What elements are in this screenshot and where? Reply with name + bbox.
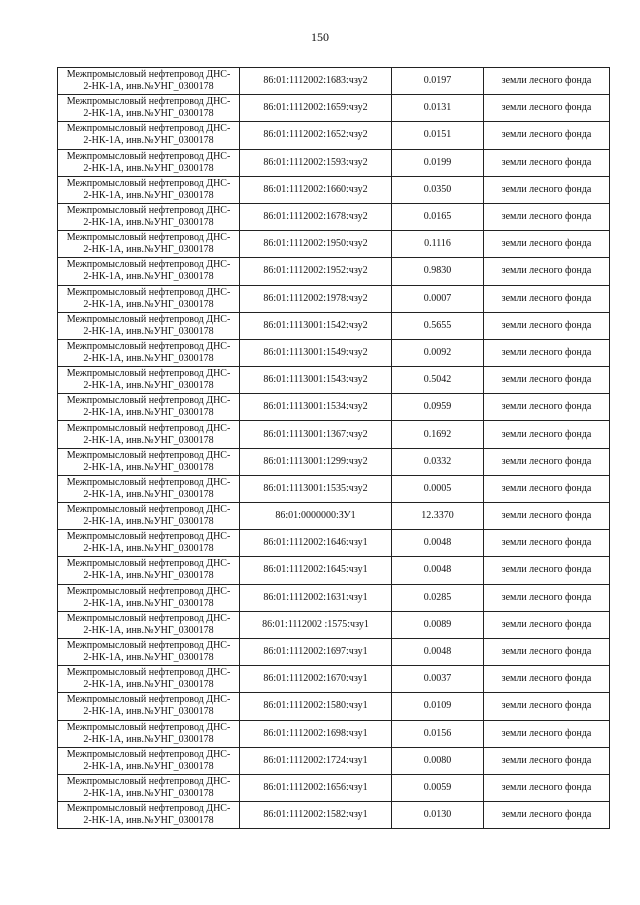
land-category-cell: земли лесного фонда: [484, 611, 610, 638]
area-cell: 0.0109: [392, 693, 484, 720]
cadastral-number-cell: 86:01:1112002:1697:чзу1: [240, 638, 392, 665]
object-name-line-2: 2-НК-1А, инв.№УНГ_0300178: [83, 298, 214, 310]
object-name-cell: [58, 122, 240, 149]
area-cell: 0.0048: [392, 530, 484, 557]
object-name-cell: [58, 394, 240, 421]
cadastral-number-cell: 86:01:1112002:1678:чзу2: [240, 203, 392, 230]
table-row: [58, 258, 610, 285]
cadastral-number-cell: 86:01:0000000:ЗУ1: [240, 503, 392, 530]
object-name-line-1: Межпромысловый нефтепровод ДНС-: [66, 69, 231, 81]
object-name-line-2: 2-НК-1А, инв.№УНГ_0300178: [83, 244, 214, 256]
area-cell: 0.1116: [392, 231, 484, 258]
object-name-line-1: Межпромысловый нефтепровод ДНС-: [66, 96, 231, 108]
land-category-cell: земли лесного фонда: [484, 339, 610, 366]
cadastral-number-cell: 86:01:1113001:1549:чзу2: [240, 339, 392, 366]
table-row: [58, 203, 610, 230]
object-name-cell: [58, 176, 240, 203]
object-name-line-2: 2-НК-1А, инв.№УНГ_0300178: [83, 380, 214, 392]
cadastral-number-cell: 86:01:1112002:1646:чзу1: [240, 530, 392, 557]
object-name-cell: [58, 747, 240, 774]
area-cell: 0.0285: [392, 584, 484, 611]
object-name-cell: [58, 421, 240, 448]
area-cell: 0.5655: [392, 312, 484, 339]
land-category-cell: земли лесного фонда: [484, 231, 610, 258]
object-name-line-2: 2-НК-1А, инв.№УНГ_0300178: [83, 815, 214, 827]
area-cell: 0.0089: [392, 611, 484, 638]
table-row: [58, 367, 610, 394]
land-category-cell: земли лесного фонда: [484, 68, 610, 95]
object-name-cell: [58, 285, 240, 312]
area-cell: 0.0092: [392, 339, 484, 366]
area-cell: 0.0197: [392, 68, 484, 95]
object-name-line-2: 2-НК-1А, инв.№УНГ_0300178: [83, 162, 214, 174]
land-category-cell: земли лесного фонда: [484, 95, 610, 122]
object-name-line-2: 2-НК-1А, инв.№УНГ_0300178: [83, 407, 214, 419]
object-name-line-2: 2-НК-1А, инв.№УНГ_0300178: [83, 488, 214, 500]
object-name-line-1: Межпромысловый нефтепровод ДНС-: [66, 340, 231, 352]
land-category-cell: земли лесного фонда: [484, 448, 610, 475]
object-name-cell: [58, 666, 240, 693]
object-name-line-1: Межпромысловый нефтепровод ДНС-: [66, 803, 231, 815]
cadastral-number-cell: 86:01:1113001:1543:чзу2: [240, 367, 392, 394]
area-cell: 0.0131: [392, 95, 484, 122]
table-row: [58, 666, 610, 693]
land-category-cell: земли лесного фонда: [484, 693, 610, 720]
cadastral-number-cell: 86:01:1112002:1631:чзу1: [240, 584, 392, 611]
table-row: [58, 68, 610, 95]
land-category-cell: земли лесного фонда: [484, 747, 610, 774]
table-row: [58, 176, 610, 203]
area-cell: 0.0156: [392, 720, 484, 747]
table-row: [58, 720, 610, 747]
object-name-line-1: Межпромысловый нефтепровод ДНС-: [66, 612, 231, 624]
object-name-cell: [58, 557, 240, 584]
land-category-cell: земли лесного фонда: [484, 203, 610, 230]
cadastral-number-cell: 86:01:1112002:1950:чзу2: [240, 231, 392, 258]
area-cell: 0.0959: [392, 394, 484, 421]
cadastral-number-cell: 86:01:1112002:1724:чзу1: [240, 747, 392, 774]
object-name-line-2: 2-НК-1А, инв.№УНГ_0300178: [83, 760, 214, 772]
object-name-cell: [58, 774, 240, 801]
object-name-cell: [58, 258, 240, 285]
land-category-cell: земли лесного фонда: [484, 530, 610, 557]
land-category-cell: земли лесного фонда: [484, 503, 610, 530]
cadastral-number-cell: 86:01:1112002 :1575:чзу1: [240, 611, 392, 638]
land-category-cell: земли лесного фонда: [484, 421, 610, 448]
area-cell: 12.3370: [392, 503, 484, 530]
object-name-cell: [58, 638, 240, 665]
land-category-cell: земли лесного фонда: [484, 475, 610, 502]
object-name-line-1: Межпромысловый нефтепровод ДНС-: [66, 123, 231, 135]
area-cell: 0.0048: [392, 557, 484, 584]
object-name-cell: [58, 802, 240, 829]
area-cell: 0.0005: [392, 475, 484, 502]
table-row: [58, 95, 610, 122]
area-cell: 0.0007: [392, 285, 484, 312]
object-name-line-2: 2-НК-1А, инв.№УНГ_0300178: [83, 543, 214, 555]
object-name-line-2: 2-НК-1А, инв.№УНГ_0300178: [83, 570, 214, 582]
parcel-table-body: [58, 68, 610, 829]
table-row: [58, 503, 610, 530]
object-name-cell: [58, 231, 240, 258]
land-category-cell: земли лесного фонда: [484, 394, 610, 421]
land-category-cell: земли лесного фонда: [484, 122, 610, 149]
area-cell: 0.0165: [392, 203, 484, 230]
object-name-line-1: Межпромысловый нефтепровод ДНС-: [66, 368, 231, 380]
land-category-cell: земли лесного фонда: [484, 367, 610, 394]
table-row: [58, 557, 610, 584]
cadastral-number-cell: 86:01:1112002:1952:чзу2: [240, 258, 392, 285]
cadastral-number-cell: 86:01:1112002:1652:чзу2: [240, 122, 392, 149]
cadastral-number-cell: 86:01:1113001:1542:чзу2: [240, 312, 392, 339]
cadastral-number-cell: 86:01:1112002:1582:чзу1: [240, 802, 392, 829]
area-cell: 0.0059: [392, 774, 484, 801]
table-row: [58, 638, 610, 665]
cadastral-number-cell: 86:01:1112002:1670:чзу1: [240, 666, 392, 693]
object-name-cell: [58, 312, 240, 339]
object-name-cell: [58, 584, 240, 611]
area-cell: 0.0080: [392, 747, 484, 774]
object-name-line-2: 2-НК-1А, инв.№УНГ_0300178: [83, 189, 214, 201]
object-name-line-2: 2-НК-1А, инв.№УНГ_0300178: [83, 679, 214, 691]
land-category-cell: земли лесного фонда: [484, 802, 610, 829]
object-name-line-2: 2-НК-1А, инв.№УНГ_0300178: [83, 706, 214, 718]
object-name-line-1: Межпромысловый нефтепровод ДНС-: [66, 748, 231, 760]
object-name-line-1: Межпромысловый нефтепровод ДНС-: [66, 531, 231, 543]
object-name-line-1: Межпромысловый нефтепровод ДНС-: [66, 640, 231, 652]
cadastral-number-cell: 86:01:1113001:1534:чзу2: [240, 394, 392, 421]
object-name-line-1: Межпромысловый нефтепровод ДНС-: [66, 667, 231, 679]
area-cell: 0.0151: [392, 122, 484, 149]
object-name-line-2: 2-НК-1А, инв.№УНГ_0300178: [83, 271, 214, 283]
table-row: [58, 394, 610, 421]
table-row: [58, 122, 610, 149]
land-category-cell: земли лесного фонда: [484, 176, 610, 203]
object-name-cell: [58, 475, 240, 502]
table-row: [58, 149, 610, 176]
land-category-cell: земли лесного фонда: [484, 557, 610, 584]
object-name-line-2: 2-НК-1А, инв.№УНГ_0300178: [83, 597, 214, 609]
object-name-cell: [58, 720, 240, 747]
object-name-line-2: 2-НК-1А, инв.№УНГ_0300178: [83, 81, 214, 93]
land-category-cell: земли лесного фонда: [484, 149, 610, 176]
object-name-line-2: 2-НК-1А, инв.№УНГ_0300178: [83, 352, 214, 364]
object-name-line-1: Межпромысловый нефтепровод ДНС-: [66, 775, 231, 787]
object-name-line-2: 2-НК-1А, инв.№УНГ_0300178: [83, 461, 214, 473]
object-name-line-2: 2-НК-1А, инв.№УНГ_0300178: [83, 733, 214, 745]
land-category-cell: земли лесного фонда: [484, 285, 610, 312]
object-name-cell: [58, 68, 240, 95]
object-name-line-1: Межпромысловый нефтепровод ДНС-: [66, 150, 231, 162]
table-row: [58, 312, 610, 339]
object-name-line-1: Межпромысловый нефтепровод ДНС-: [66, 205, 231, 217]
cadastral-number-cell: 86:01:1112002:1656:чзу1: [240, 774, 392, 801]
land-category-cell: земли лесного фонда: [484, 720, 610, 747]
cadastral-number-cell: 86:01:1112002:1659:чзу2: [240, 95, 392, 122]
cadastral-number-cell: 86:01:1113001:1367:чзу2: [240, 421, 392, 448]
land-category-cell: земли лесного фонда: [484, 638, 610, 665]
cadastral-number-cell: 86:01:1112002:1660:чзу2: [240, 176, 392, 203]
object-name-cell: [58, 503, 240, 530]
object-name-cell: [58, 693, 240, 720]
area-cell: 0.9830: [392, 258, 484, 285]
object-name-cell: [58, 339, 240, 366]
object-name-cell: [58, 448, 240, 475]
table-row: [58, 285, 610, 312]
cadastral-number-cell: 86:01:1113001:1299:чзу2: [240, 448, 392, 475]
object-name-line-1: Межпромысловый нефтепровод ДНС-: [66, 476, 231, 488]
object-name-line-2: 2-НК-1А, инв.№УНГ_0300178: [83, 652, 214, 664]
land-category-cell: земли лесного фонда: [484, 584, 610, 611]
page-number: 150: [311, 30, 329, 44]
cadastral-number-cell: 86:01:1112002:1698:чзу1: [240, 720, 392, 747]
cadastral-number-cell: 86:01:1112002:1645:чзу1: [240, 557, 392, 584]
object-name-line-1: Межпромысловый нефтепровод ДНС-: [66, 558, 231, 570]
cadastral-number-cell: 86:01:1112002:1978:чзу2: [240, 285, 392, 312]
object-name-line-1: Межпромысловый нефтепровод ДНС-: [66, 422, 231, 434]
land-category-cell: земли лесного фонда: [484, 258, 610, 285]
object-name-line-1: Межпромысловый нефтепровод ДНС-: [66, 449, 231, 461]
area-cell: 0.0048: [392, 638, 484, 665]
area-cell: 0.0332: [392, 448, 484, 475]
object-name-line-1: Межпромысловый нефтепровод ДНС-: [66, 232, 231, 244]
object-name-cell: [58, 149, 240, 176]
table-row: [58, 747, 610, 774]
table-row: [58, 530, 610, 557]
object-name-line-2: 2-НК-1А, инв.№УНГ_0300178: [83, 787, 214, 799]
land-category-cell: земли лесного фонда: [484, 312, 610, 339]
area-cell: 0.1692: [392, 421, 484, 448]
table-row: [58, 693, 610, 720]
table-row: [58, 774, 610, 801]
table-row: [58, 231, 610, 258]
object-name-line-1: Межпромысловый нефтепровод ДНС-: [66, 395, 231, 407]
object-name-cell: [58, 611, 240, 638]
object-name-line-1: Межпромысловый нефтепровод ДНС-: [66, 313, 231, 325]
table-row: [58, 802, 610, 829]
table-row: [58, 475, 610, 502]
object-name-line-2: 2-НК-1А, инв.№УНГ_0300178: [83, 624, 214, 636]
table-row: [58, 339, 610, 366]
object-name-cell: [58, 95, 240, 122]
cadastral-number-cell: 86:01:1112002:1683:чзу2: [240, 68, 392, 95]
cadastral-number-cell: 86:01:1112002:1593:чзу2: [240, 149, 392, 176]
area-cell: 0.0199: [392, 149, 484, 176]
object-name-line-1: Межпромысловый нефтепровод ДНС-: [66, 585, 231, 597]
area-cell: 0.0350: [392, 176, 484, 203]
object-name-line-1: Межпромысловый нефтепровод ДНС-: [66, 177, 231, 189]
object-name-line-1: Межпромысловый нефтепровод ДНС-: [66, 694, 231, 706]
object-name-line-2: 2-НК-1А, инв.№УНГ_0300178: [83, 434, 214, 446]
object-name-line-1: Межпромысловый нефтепровод ДНС-: [66, 286, 231, 298]
area-cell: 0.5042: [392, 367, 484, 394]
area-cell: 0.0037: [392, 666, 484, 693]
area-cell: 0.0130: [392, 802, 484, 829]
table-row: [58, 611, 610, 638]
cadastral-number-cell: 86:01:1112002:1580:чзу1: [240, 693, 392, 720]
table-row: [58, 421, 610, 448]
object-name-line-2: 2-НК-1А, инв.№УНГ_0300178: [83, 516, 214, 528]
object-name-line-1: Межпромысловый нефтепровод ДНС-: [66, 259, 231, 271]
parcel-table: [57, 67, 610, 829]
cadastral-number-cell: 86:01:1113001:1535:чзу2: [240, 475, 392, 502]
object-name-line-2: 2-НК-1А, инв.№УНГ_0300178: [83, 217, 214, 229]
table-row: [58, 584, 610, 611]
object-name-line-2: 2-НК-1А, инв.№УНГ_0300178: [83, 325, 214, 337]
land-category-cell: земли лесного фонда: [484, 774, 610, 801]
object-name-cell: [58, 530, 240, 557]
object-name-line-1: Межпромысловый нефтепровод ДНС-: [66, 504, 231, 516]
object-name-cell: [58, 367, 240, 394]
table-row: [58, 448, 610, 475]
object-name-cell: [58, 203, 240, 230]
object-name-line-1: Межпромысловый нефтепровод ДНС-: [66, 721, 231, 733]
object-name-line-2: 2-НК-1А, инв.№УНГ_0300178: [83, 108, 214, 120]
land-category-cell: земли лесного фонда: [484, 666, 610, 693]
object-name-line-2: 2-НК-1А, инв.№УНГ_0300178: [83, 135, 214, 147]
